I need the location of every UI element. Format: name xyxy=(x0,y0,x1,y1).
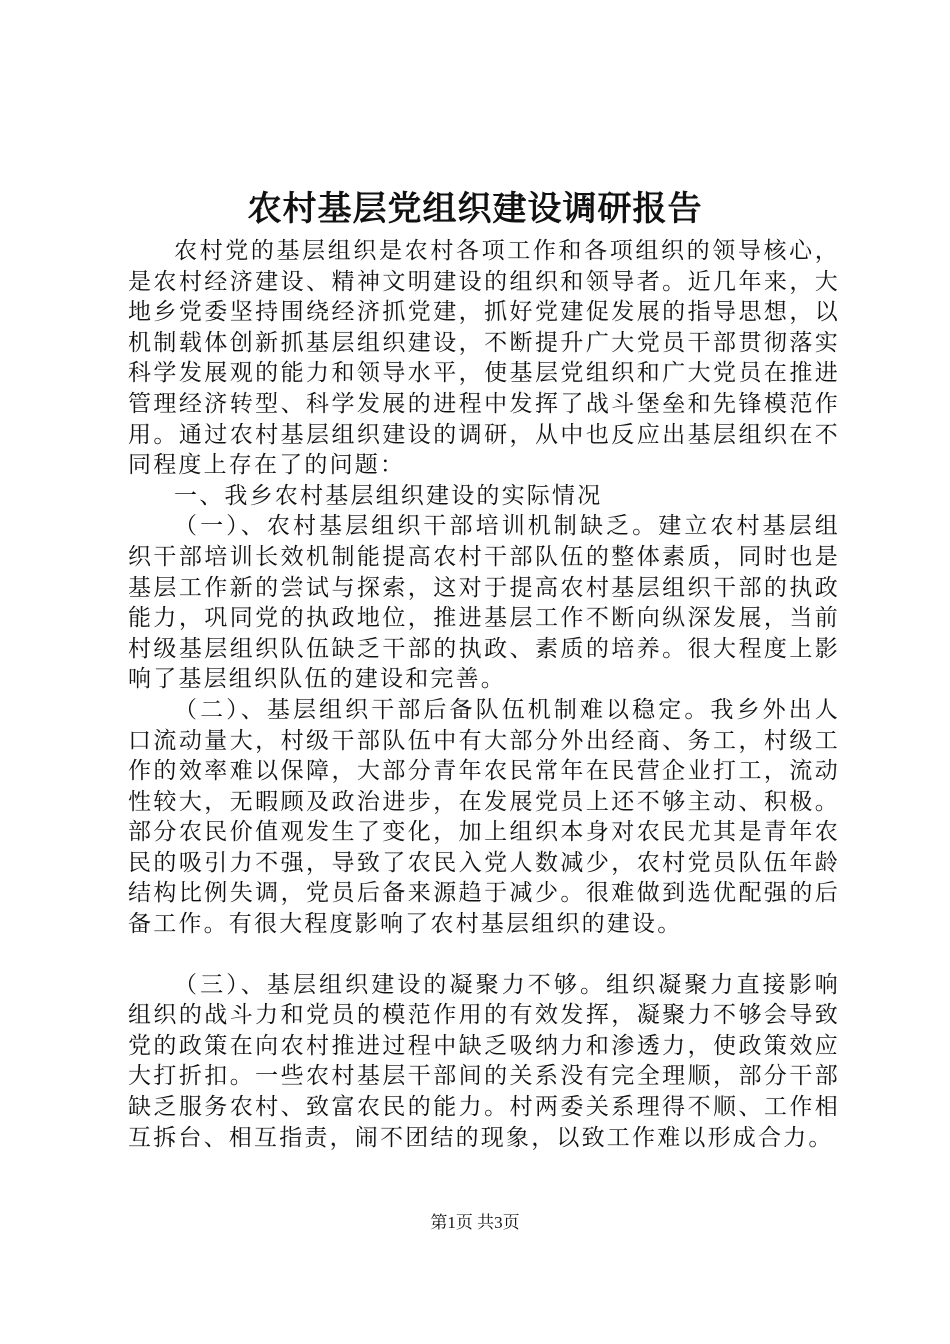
section-heading: 一、我乡农村基层组织建设的实际情况 xyxy=(174,482,603,509)
document-body xyxy=(128,236,840,1153)
document-title: 农村基层党组织建设调研报告 xyxy=(247,189,703,229)
page-number-footer: 第1页 共3页 xyxy=(430,1213,520,1232)
paragraph-section-2: （二）、基层组织干部后备队伍机制难以稳定。我乡外出人口流动量大，村级干部队伍中有大部分外出经商、务工，村级工作的效率难以保障，大部分青年农民常年在民营企业打工，流动性较大，无暇顾及政治进步，在发展党员上还不够主动、积极。部分农民价值观发生了变化，加上组织本身对农民尤其是青年农民的吸引力不强，导致了农民入党人数减少，农村党员队伍年龄结构比例失调，党员后备来源趋于减少。很难做到选优配强的后备工作。有很大程度影响了农村基层组织的建设。 xyxy=(128,696,840,938)
intro-paragraph: 农村党的基层组织是农村各项工作和各项组织的领导核心，是农村经济建设、精神文明建设的组织和领导者。近几年来，大地乡党委坚持围绕经济抓党建，抓好党建促发展的指导思想，以机制载体创新抓基层组织建设，不断提升广大党员干部贯彻落实科学发展观的能力和领导水平，使基层党组织和广大党员在推进管理经济转型、科学发展的进程中发挥了战斗堡垒和先锋模范作用。通过农村基层组织建设的调研，从中也反应出基层组织在不同程度上存在了的问题： xyxy=(128,238,840,479)
paragraph-section-1: （一）、农村基层组织干部培训机制缺乏。建立农村基层组织干部培训长效机制能提高农村干部队伍的整体素质，同时也是基层工作新的尝试与探索，这对于提高农村基层组织干部的执政能力，巩同党的执政地位，推进基层工作不断向纵深发展，当前村级基层组织队伍缺乏干部的执政、素质的培养。很大程度上影响了基层组织队伍的建设和完善。 xyxy=(128,513,840,693)
paragraph-section-3: （三）、基层组织建设的凝聚力不够。组织凝聚力直接影响组织的战斗力和党员的模范作用的有效发挥，凝聚力不够会导致党的政策在向农村推进过程中缺乏吸纳力和渗透力，使政策效应大打折扣。一些农村基层干部间的关系没有完全理顺，部分干部缺乏服务农村、致富农民的能力。村两委关系理得不顺、工作相互拆台、相互指责，闹不团结的现象，以致工作难以形成合力。 xyxy=(128,971,840,1151)
